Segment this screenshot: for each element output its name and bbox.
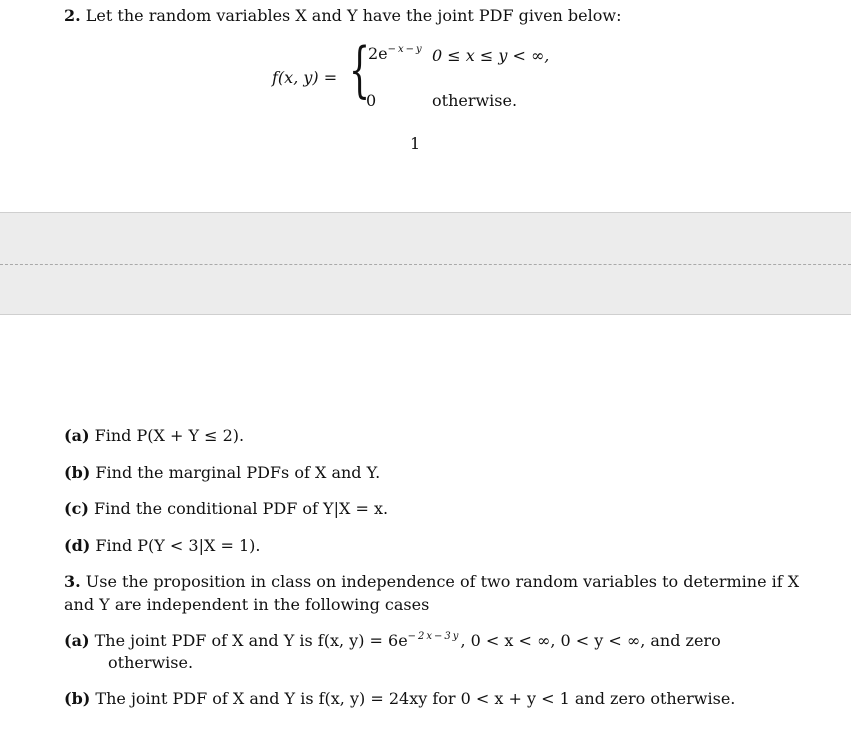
q2-part-a: (a) Find P(X + Y ≤ 2). xyxy=(64,426,245,445)
q3-part-a-exponent: −2x−3y xyxy=(407,631,461,642)
page-break-line xyxy=(0,264,851,265)
pdf-case1-value: $2e^{-x-y}$ xyxy=(368,44,424,63)
q2-number: 2. xyxy=(64,6,81,25)
q2-intro xyxy=(64,6,621,25)
pdf-lhs: f(x, y) = xyxy=(272,68,338,87)
pdf-case1-exponent: −x−y xyxy=(387,44,424,55)
q3-part-a-line1: (a) The joint PDF of X and Y is f(x, $y) = 6e^{-2x-3y}$, 0 < x < ∞, 0 < y < ∞, and zero xyxy=(64,631,721,650)
page-number: 1 xyxy=(410,134,421,153)
q2-part-b: (b) Find the marginal PDFs of X and Y. xyxy=(64,463,381,482)
q2-part-d: (d) Find P(Y < 3|X = 1). xyxy=(64,536,261,555)
pdf-case2-value: 0 xyxy=(366,91,377,110)
pdf-case2-condition: otherwise. xyxy=(432,91,518,110)
q3-part-b: (b) The joint PDF of X and Y is f(x, y) = 24xy for 0 < x + y < 1 and zero otherwise. xyxy=(64,689,736,708)
q3-number: 3. xyxy=(64,572,81,591)
q3-intro-line1: 3. Use the proposition in class on independence of two random variables to determine if X xyxy=(64,572,800,591)
q2-part-c: (c) Find the conditional PDF of Y|X = x. xyxy=(64,499,389,518)
q3-part-a-line2: otherwise. xyxy=(108,653,194,672)
pdf-brace: { xyxy=(349,35,371,105)
q2-intro-text: Let the random variables X and Y have the joint PDF given below: xyxy=(85,6,622,25)
page-break-band xyxy=(0,212,851,315)
q3-intro-line2: and Y are independent in the following cases xyxy=(64,595,430,614)
pdf-case1-condition: 0 ≤ x ≤ y < ∞, xyxy=(432,46,550,65)
